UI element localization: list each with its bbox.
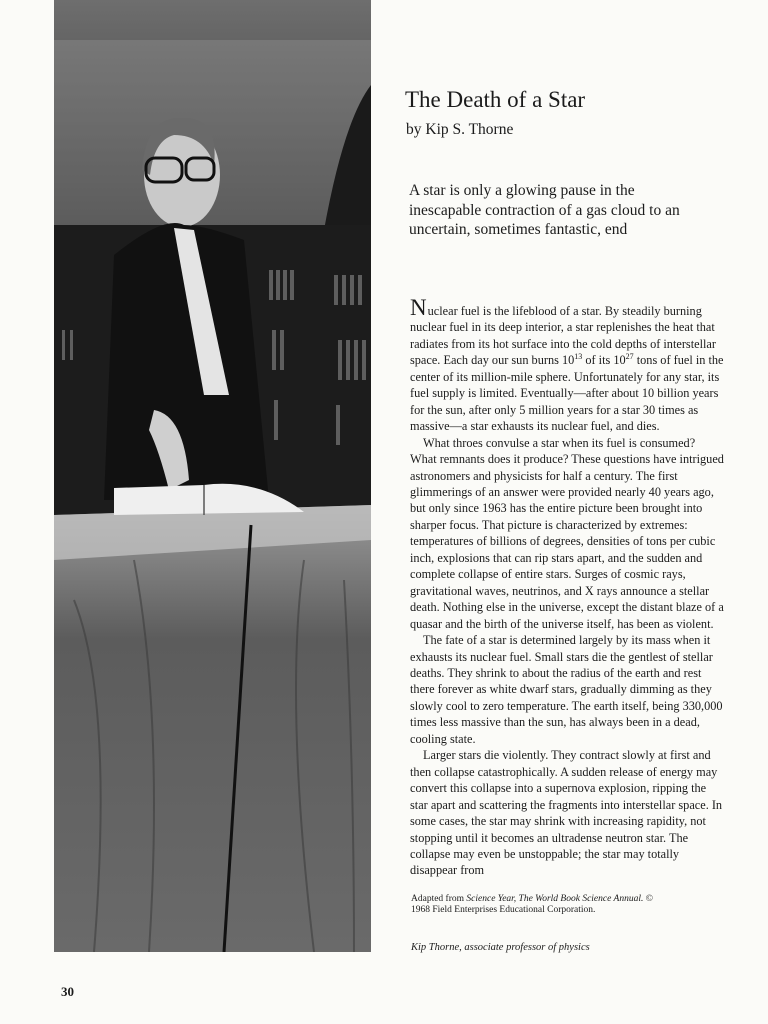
photo-caption: Kip Thorne, associate professor of physics xyxy=(411,942,590,953)
credit-prefix: Adapted from xyxy=(411,894,467,904)
paragraph: Larger stars die violently. They contract slowly at first and then collapse catastrophically. A sudden release of energy may convert this collapse into a supernova explosion, ripping the star apart and scattering the fragments into interstellar space. In some cases, the star may shrink with increasing rapidity, not stopping until it becomes an ultradense neutron star. The collapse may even be unstoppable; the star may totally disappear from xyxy=(410,748,723,878)
article-deck: A star is only a glowing pause in the inescapable contraction of a gas cloud to an uncertain, sometimes fantastic, end xyxy=(409,182,680,238)
exponent: 13 xyxy=(574,352,583,362)
paragraph: The fate of a star is determined largely by its mass when it exhausts its nuclear fuel. Small stars die the gentlest of stellar deaths. They shrink to about the radius of the earth and rest there forever as white dwarf stars, gradually dimming as they slowly cool to zero temperature. The earth itself, being 330,000 times less massive than the sun, has always been in a dead, cooling state. xyxy=(410,633,723,746)
article-byline: by Kip S. Thorne xyxy=(406,121,514,138)
credit-source: Science Year, The World Book Science Annual. xyxy=(466,894,644,904)
drop-cap: N xyxy=(410,295,427,320)
article-body xyxy=(410,295,724,879)
portrait-photo-icon xyxy=(54,0,371,952)
paragraph xyxy=(410,295,724,435)
article-title: The Death of a Star xyxy=(405,87,586,112)
source-credit xyxy=(411,894,671,916)
paragraph-text: tons of fuel in the center of its million-mile sphere. Unfortunately for any star, its fuel supply is limited. Eventually—after about 10 billion years for the sun, after only 5 million years for a star 30 times as massive—a star exhausts its nuclear fuel, and dies. xyxy=(410,353,724,434)
paragraph: What throes convulse a star when its fuel is consumed? What remnants does it produce? These questions have intrigued astronomers and physicists for half a century. The first glimmerings of an answer were provided nearly 40 years ago, but only since 1963 has the entire picture been brought into sharper focus. That picture is characterized by extremes: temperatures of billions of degrees, densities of tons per cubic inch, explosions that can rip stars apart, and the sudden and complete collapse of entire stars. Surges of cosmic rays, gravitational waves, neutrinos, and X rays announce a stellar death. Nothing else in the universe, except the distant blaze of a quasar and the birth of the universe itself, has been as violent. xyxy=(410,435,724,631)
author-photo xyxy=(54,0,371,952)
paragraph-text: uclear fuel is the lifeblood of a star. By steadily burning nuclear fuel in its deep interior, a star replenishes the heat that radiates from its hot surface into the cold depths of interstellar space. Each day our sun burns 10 xyxy=(410,304,716,368)
credit-suffix: © 1968 Field Enterprises Educational Corporation. xyxy=(411,894,653,915)
page-number: 30 xyxy=(61,984,74,999)
paragraph-text: of its 10 xyxy=(582,353,626,368)
exponent: 27 xyxy=(625,352,634,362)
